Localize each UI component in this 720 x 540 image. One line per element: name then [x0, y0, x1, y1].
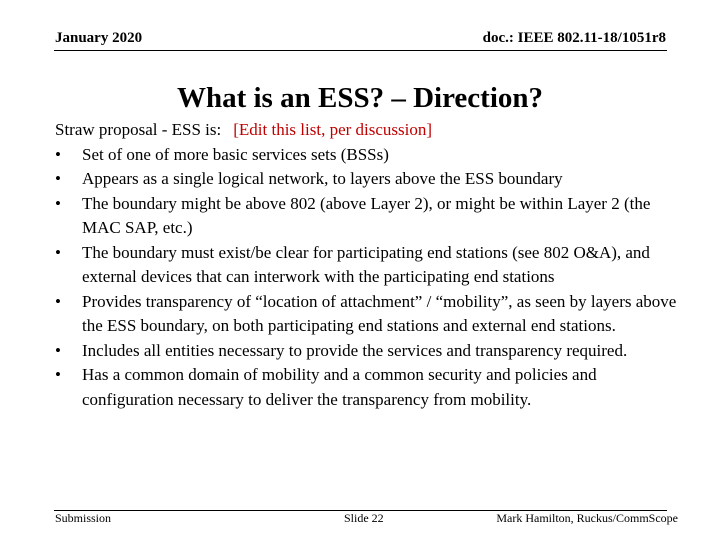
- bullet-icon: •: [55, 144, 61, 164]
- bullet-icon: •: [55, 291, 61, 311]
- header-date: January 2020: [55, 30, 143, 46]
- bullet-icon: •: [55, 365, 61, 384]
- bullet-icon: •: [55, 193, 61, 213]
- slide-content: [55, 118, 685, 412]
- bullet-text: Includes all entities necessary to provide the services and transparency required.: [82, 340, 628, 360]
- intro-text: Straw proposal - ESS is:: [55, 120, 222, 139]
- bullet-text: Set of one of more basic services sets (BSSs): [82, 144, 389, 164]
- bullet-text: Provides transparency of “location of attachment” / “mobility”, as seen by layers above the ESS boundary, on both participating end stations and external end stations.: [82, 291, 677, 335]
- list-item: [55, 192, 685, 241]
- footer-author: Mark Hamilton, Ruckus/CommScope: [496, 511, 678, 525]
- list-item: [55, 290, 685, 339]
- bullet-icon: •: [55, 340, 61, 360]
- edit-note: [Edit this list, per discussion]: [233, 120, 433, 139]
- footer-submission: Submission: [55, 511, 112, 525]
- list-item: [55, 143, 685, 168]
- footer-slide-number: Slide 22: [344, 511, 384, 525]
- bullet-text: The boundary must exist/be clear for participating end stations (see 802 O&A), and external devices that can interwork with the participating end stations: [82, 242, 650, 286]
- slide-title: What is an ESS? – Direction?: [176, 82, 544, 114]
- bullet-list: [55, 143, 685, 413]
- intro-line: [55, 118, 685, 143]
- header-doc-id: doc.: IEEE 802.11-18/1051r8: [482, 30, 666, 46]
- list-item: [55, 363, 685, 412]
- bullet-icon: •: [55, 242, 61, 262]
- list-item: [55, 167, 685, 192]
- list-item: [55, 339, 685, 364]
- bullet-icon: •: [55, 169, 61, 188]
- bullet-text: Has a common domain of mobility and a common security and policies and configuration necessary to deliver the transparency from mobility.: [82, 365, 597, 409]
- bullet-text: Appears as a single logical network, to layers above the ESS boundary: [82, 169, 563, 188]
- header-rule: [54, 50, 667, 51]
- bullet-text: The boundary might be above 802 (above Layer 2), or might be within Layer 2 (the MAC SAP, etc.): [82, 193, 651, 237]
- list-item: [55, 241, 685, 290]
